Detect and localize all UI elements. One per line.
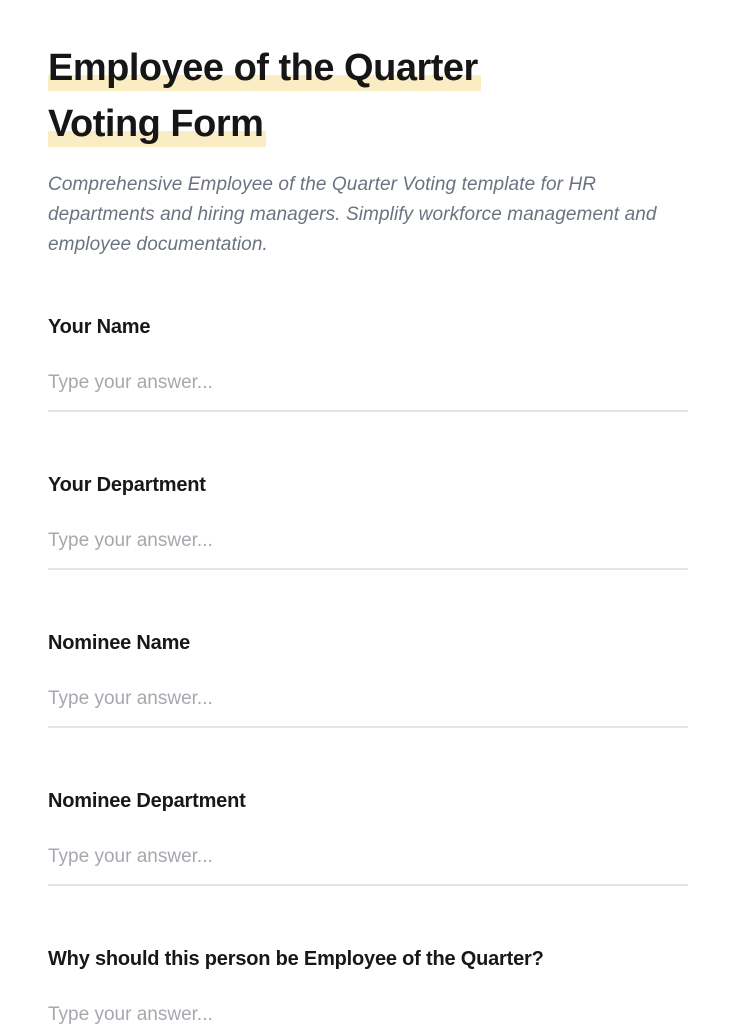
field-nominee-department [48, 786, 688, 886]
page-title-line-2: Voting Form [48, 100, 266, 148]
your-name-input[interactable] [48, 370, 688, 412]
field-your-department [48, 470, 688, 570]
nominee-name-input[interactable] [48, 686, 688, 728]
field-label: Your Department [48, 474, 206, 496]
why-employee-of-quarter-input[interactable] [48, 1002, 688, 1024]
page-description: Comprehensive Employee of the Quarter Voting template for HR departments and hiring managers. Simplify workforce management and employee documentation. [48, 174, 657, 255]
page-title-line-1: Employee of the Quarter [48, 44, 481, 92]
field-nominee-name [48, 628, 688, 728]
nominee-department-input[interactable] [48, 844, 688, 886]
voting-form [48, 312, 688, 1024]
field-label: Your Name [48, 316, 151, 338]
your-department-input[interactable] [48, 528, 688, 570]
page-title [48, 44, 688, 148]
field-why-employee-of-quarter [48, 944, 688, 1024]
field-label: Nominee Name [48, 632, 191, 654]
field-label: Nominee Department [48, 790, 246, 812]
field-label: Why should this person be Employee of the Quarter? [48, 948, 544, 970]
field-your-name [48, 312, 688, 412]
